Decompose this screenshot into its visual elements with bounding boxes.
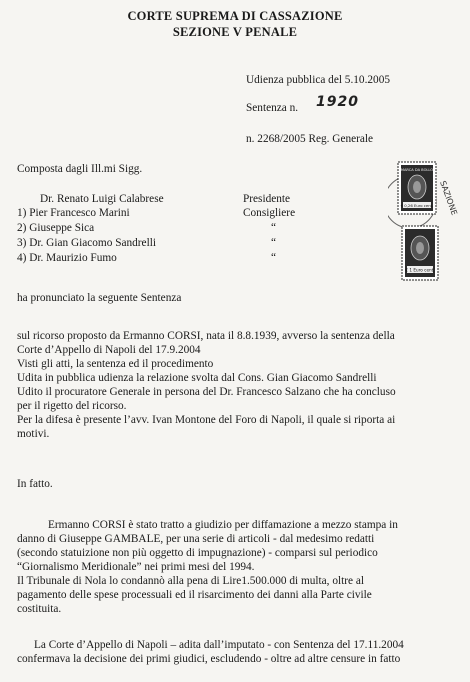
text-line: motivi. [17,428,50,440]
text-line: Ermanno CORSI è stato tratto a giudizio per diffamazione a mezzo stampa in [48,519,398,531]
hearing-date: Udienza pubblica del 5.10.2005 [246,74,390,86]
text-line: danno di Giuseppe GAMBALE, per una serie di articoli - dal medesimo redatti [17,533,375,545]
text-line: sul ricorso proposto da Ermanno CORSI, nata il 8.8.1939, avverso la sentenza della [17,330,395,342]
text-line: costituita. [17,603,62,615]
member-name: 3) Dr. Gian Giacomo Sandrelli [17,237,156,249]
text-line: Udito il procuratore Generale in persona del Dr. Francesco Salzano che ha concluso [17,386,396,398]
text-line: Per la difesa è presente l’avv. Ivan Montone del Foro di Napoli, il quale si riporta ai [17,414,396,426]
sentence-number-handwritten: 1920 [316,94,359,110]
appeal-paragraph [17,638,462,666]
text-line: Udita in pubblica udienza la relazione svolta dal Cons. Gian Giacomo Sandrelli [17,372,377,384]
facts-paragraph [17,518,462,616]
member-role: Consigliere [243,207,296,219]
general-register: n. 2268/2005 Reg. Generale [246,133,374,145]
composition-intro: Composta dagli Ill.mi Sigg. [17,163,143,175]
stamp-top [398,162,436,214]
member-name: 2) Giuseppe Sica [17,222,95,234]
text-line: “Giornalismo Meridionale” nei primi mesi del 1994. [17,561,255,573]
text-line: pagamento delle spese processuali ed il risarcimento dei danni alla Parte civile [17,589,372,601]
member-name: Dr. Renato Luigi Calabrese [40,193,164,205]
member-role: “ [271,252,277,264]
member-role: “ [271,222,277,234]
member-name: 1) Pier Francesco Marini [17,207,130,219]
pronounced-sentence: ha pronunciato la seguente Sentenza [17,292,182,304]
text-line: (secondo statuizione non più oggetto di impugnazione) - comparsi sul periodico [17,547,378,559]
court-title: CORTE SUPREMA DI CASSAZIONE [127,9,343,23]
section-title: SEZIONE V PENALE [172,25,298,39]
text-line: Il Tribunale di Nola lo condannò alla pena di Lire1.500.000 di multa, oltre al [17,575,364,587]
stamp-top-value: € 0,26 Euro cent. [400,203,434,208]
member-role: Presidente [243,193,291,205]
postmark-text: SAZIONE [438,179,459,217]
revenue-stamps [388,160,468,285]
sentence-label: Sentenza n. [246,102,299,114]
text-line: confermava la decisione dei primi giudici, escludendo - oltre ad altre censure in fatto [17,653,401,665]
stamp-top-label: MARCA DA BOLLO [400,168,434,172]
text-line: Visti gli atti, la sentenza ed il procedimento [17,358,214,370]
stamp-bottom [402,226,438,280]
text-line: La Corte d’Appello di Napoli – adita dall’imputato - con Sentenza del 17.11.2004 [34,639,404,651]
text-line: Corte d’Appello di Napoli del 17.9.2004 [17,344,201,356]
in-fatto-heading: In fatto. [17,478,53,490]
member-name: 4) Dr. Maurizio Fumo [17,252,117,264]
text-line: per il rigetto del ricorso. [17,400,127,412]
member-role: “ [271,237,277,249]
recourse-paragraph [17,329,462,441]
stamp-bottom-value: € 1 Euro cent. [405,267,435,273]
